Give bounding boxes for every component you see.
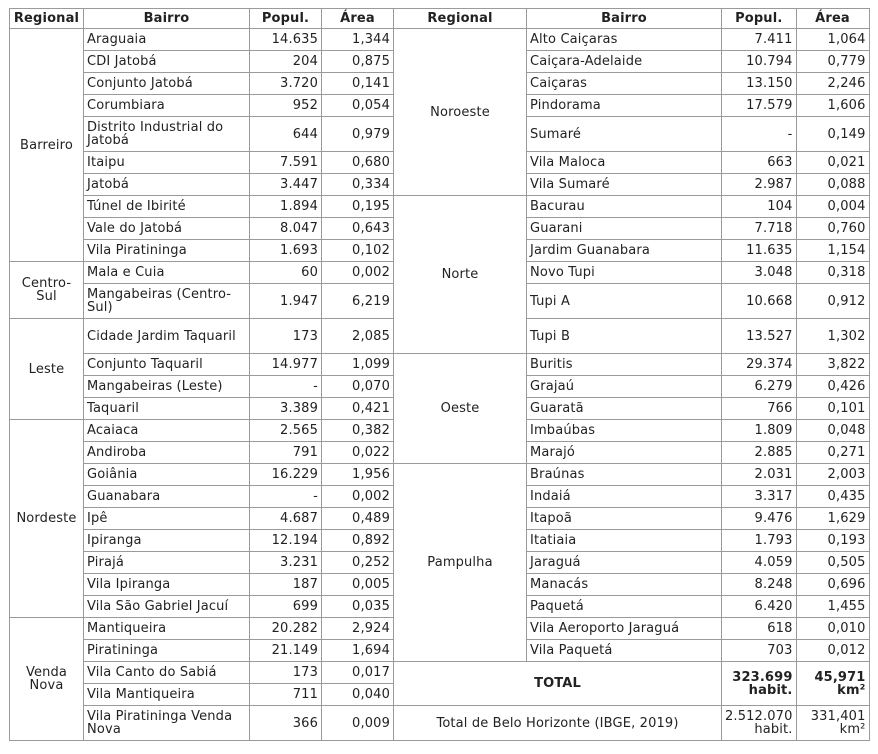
area-cell: 0,141 bbox=[322, 73, 394, 95]
area-cell: 1,629 bbox=[796, 508, 869, 530]
bairro-cell: Tupi B bbox=[527, 319, 722, 354]
bairro-cell: Braúnas bbox=[527, 464, 722, 486]
bairro-cell: Guanabara bbox=[84, 486, 250, 508]
area-cell: 0,643 bbox=[322, 218, 394, 240]
population-cell: 204 bbox=[250, 51, 322, 73]
area-cell: 0,505 bbox=[796, 552, 869, 574]
area-cell: 6,219 bbox=[322, 284, 394, 319]
total-area bbox=[796, 662, 869, 706]
area-cell: 0,779 bbox=[796, 51, 869, 73]
bairro-cell: Vila Paquetá bbox=[527, 640, 722, 662]
area-cell: 0,004 bbox=[796, 196, 869, 218]
bairro-cell: Vila Ipiranga bbox=[84, 574, 250, 596]
area-cell: 0,252 bbox=[322, 552, 394, 574]
area-cell: 1,099 bbox=[322, 354, 394, 376]
table-row bbox=[10, 662, 870, 684]
population-cell: 1.693 bbox=[250, 240, 322, 262]
bairro-cell: Paquetá bbox=[527, 596, 722, 618]
area-cell: 0,005 bbox=[322, 574, 394, 596]
population-cell: 187 bbox=[250, 574, 322, 596]
area-cell: 0,195 bbox=[322, 196, 394, 218]
area-cell: 0,680 bbox=[322, 152, 394, 174]
area-cell: 0,760 bbox=[796, 218, 869, 240]
bairro-cell: Itapoã bbox=[527, 508, 722, 530]
bairro-cell: Vila Mantiqueira bbox=[84, 684, 250, 706]
area-cell: 0,875 bbox=[322, 51, 394, 73]
population-cell: 791 bbox=[250, 442, 322, 464]
regional-cell: Oeste bbox=[394, 354, 527, 464]
header-bairro: Bairro bbox=[84, 9, 250, 29]
header-row bbox=[10, 9, 870, 29]
population-cell: 13.150 bbox=[722, 73, 797, 95]
regional-cell: Noroeste bbox=[394, 29, 527, 196]
bairro-cell: Túnel de Ibirité bbox=[84, 196, 250, 218]
bairro-cell: Acaiaca bbox=[84, 420, 250, 442]
area-cell: 0,070 bbox=[322, 376, 394, 398]
population-cell: 3.231 bbox=[250, 552, 322, 574]
area-cell: 0,009 bbox=[322, 706, 394, 741]
population-cell: 3.317 bbox=[722, 486, 797, 508]
area-cell: 2,924 bbox=[322, 618, 394, 640]
total-population-unit: habit. bbox=[748, 682, 793, 698]
population-cell: 16.229 bbox=[250, 464, 322, 486]
area-cell: 2,246 bbox=[796, 73, 869, 95]
population-cell: 6.279 bbox=[722, 376, 797, 398]
population-cell: 2.565 bbox=[250, 420, 322, 442]
header-popul: Popul. bbox=[722, 9, 797, 29]
population-cell: 173 bbox=[250, 319, 322, 354]
bairro-cell: Mangabeiras (Leste) bbox=[84, 376, 250, 398]
bairro-cell: Grajaú bbox=[527, 376, 722, 398]
population-cell: 6.420 bbox=[722, 596, 797, 618]
area-cell: 0,696 bbox=[796, 574, 869, 596]
population-cell: 2.987 bbox=[722, 174, 797, 196]
area-cell: 0,318 bbox=[796, 262, 869, 284]
area-cell: 0,017 bbox=[322, 662, 394, 684]
table-row bbox=[10, 354, 870, 376]
area-cell: 3,822 bbox=[796, 354, 869, 376]
population-cell: 952 bbox=[250, 95, 322, 117]
bairro-cell: Itatiaia bbox=[527, 530, 722, 552]
header-regional: Regional bbox=[10, 9, 84, 29]
bairro-cell: Sumaré bbox=[527, 117, 722, 152]
area-cell: 0,149 bbox=[796, 117, 869, 152]
total-area-value: 45,971 bbox=[814, 669, 866, 685]
population-cell: 3.389 bbox=[250, 398, 322, 420]
bh-total-label: Total de Belo Horizonte (IBGE, 2019) bbox=[394, 706, 722, 741]
population-cell: 60 bbox=[250, 262, 322, 284]
bairro-cell: Distrito Industrial do Jatobá bbox=[84, 117, 250, 152]
regional-cell: Norte bbox=[394, 196, 527, 354]
population-cell: 173 bbox=[250, 662, 322, 684]
header-popul: Popul. bbox=[250, 9, 322, 29]
total-population-value: 323.699 bbox=[732, 669, 793, 685]
bairro-cell: Vila Piratininga bbox=[84, 240, 250, 262]
bairro-cell: Guarani bbox=[527, 218, 722, 240]
population-cell: 13.527 bbox=[722, 319, 797, 354]
neighborhood-table bbox=[9, 8, 870, 741]
bh-total-population-unit: habit. bbox=[754, 722, 793, 737]
area-cell: 0,193 bbox=[796, 530, 869, 552]
bairro-cell: Taquaril bbox=[84, 398, 250, 420]
bairro-cell: Jardim Guanabara bbox=[527, 240, 722, 262]
bairro-cell: Vila São Gabriel Jacuí bbox=[84, 596, 250, 618]
population-cell: 3.720 bbox=[250, 73, 322, 95]
area-cell: 0,271 bbox=[796, 442, 869, 464]
population-cell: 8.047 bbox=[250, 218, 322, 240]
bairro-cell: Pirajá bbox=[84, 552, 250, 574]
population-cell: 1.809 bbox=[722, 420, 797, 442]
area-cell: 1,606 bbox=[796, 95, 869, 117]
area-cell: 1,956 bbox=[322, 464, 394, 486]
bairro-cell: Vila Piratininga Venda Nova bbox=[84, 706, 250, 741]
regional-cell: Barreiro bbox=[10, 29, 84, 262]
population-cell: 14.635 bbox=[250, 29, 322, 51]
bairro-cell: Conjunto Taquaril bbox=[84, 354, 250, 376]
area-cell: 0,421 bbox=[322, 398, 394, 420]
population-cell: 3.048 bbox=[722, 262, 797, 284]
population-cell: 104 bbox=[722, 196, 797, 218]
bh-total-area-unit: km² bbox=[839, 722, 866, 737]
area-cell: 0,979 bbox=[322, 117, 394, 152]
area-cell: 0,021 bbox=[796, 152, 869, 174]
population-cell: 20.282 bbox=[250, 618, 322, 640]
bairro-cell: Novo Tupi bbox=[527, 262, 722, 284]
regional-cell: Venda Nova bbox=[10, 618, 84, 741]
bairro-cell: Imbaúbas bbox=[527, 420, 722, 442]
bairro-cell: Mantiqueira bbox=[84, 618, 250, 640]
population-cell: 1.947 bbox=[250, 284, 322, 319]
population-cell: 703 bbox=[722, 640, 797, 662]
area-cell: 0,054 bbox=[322, 95, 394, 117]
population-cell: 7.411 bbox=[722, 29, 797, 51]
bairro-cell: Araguaia bbox=[84, 29, 250, 51]
population-cell: 366 bbox=[250, 706, 322, 741]
population-cell: 7.591 bbox=[250, 152, 322, 174]
population-cell: 766 bbox=[722, 398, 797, 420]
area-cell: 0,101 bbox=[796, 398, 869, 420]
bairro-cell: Pindorama bbox=[527, 95, 722, 117]
population-cell: 1.894 bbox=[250, 196, 322, 218]
table-row bbox=[10, 29, 870, 51]
population-cell: 21.149 bbox=[250, 640, 322, 662]
population-cell: 29.374 bbox=[722, 354, 797, 376]
bairro-cell: Cidade Jardim Taquaril bbox=[84, 319, 250, 354]
area-cell: 1,064 bbox=[796, 29, 869, 51]
bairro-cell: Piratininga bbox=[84, 640, 250, 662]
population-cell: 644 bbox=[250, 117, 322, 152]
area-cell: 0,040 bbox=[322, 684, 394, 706]
header-area: Área bbox=[796, 9, 869, 29]
area-cell: 1,455 bbox=[796, 596, 869, 618]
total-label: TOTAL bbox=[394, 662, 722, 706]
bairro-cell: Vila Sumaré bbox=[527, 174, 722, 196]
bh-total-area-value: 331,401 bbox=[810, 709, 866, 724]
bairro-cell: Indaiá bbox=[527, 486, 722, 508]
bh-total-population-value: 2.512.070 bbox=[725, 709, 793, 724]
area-cell: 0,035 bbox=[322, 596, 394, 618]
bairro-cell: Conjunto Jatobá bbox=[84, 73, 250, 95]
population-cell: 2.885 bbox=[722, 442, 797, 464]
total-population bbox=[722, 662, 797, 706]
bairro-cell: Jaraguá bbox=[527, 552, 722, 574]
regional-cell: Pampulha bbox=[394, 464, 527, 662]
bairro-cell: Vila Canto do Sabiá bbox=[84, 662, 250, 684]
population-cell: 1.793 bbox=[722, 530, 797, 552]
population-cell: 9.476 bbox=[722, 508, 797, 530]
regional-cell: Nordeste bbox=[10, 420, 84, 618]
population-cell: 7.718 bbox=[722, 218, 797, 240]
area-cell: 0,048 bbox=[796, 420, 869, 442]
bairro-cell: Manacás bbox=[527, 574, 722, 596]
bairro-cell: Mala e Cuia bbox=[84, 262, 250, 284]
header-regional: Regional bbox=[394, 9, 527, 29]
bairro-cell: Vale do Jatobá bbox=[84, 218, 250, 240]
area-cell: 0,102 bbox=[322, 240, 394, 262]
area-cell: 0,022 bbox=[322, 442, 394, 464]
population-cell: 663 bbox=[722, 152, 797, 174]
header-area: Área bbox=[322, 9, 394, 29]
bairro-cell: Ipê bbox=[84, 508, 250, 530]
bairro-cell: Goiânia bbox=[84, 464, 250, 486]
population-cell: 11.635 bbox=[722, 240, 797, 262]
population-cell: 711 bbox=[250, 684, 322, 706]
area-cell: 0,012 bbox=[796, 640, 869, 662]
bairro-cell: Jatobá bbox=[84, 174, 250, 196]
bairro-cell: Alto Caiçaras bbox=[527, 29, 722, 51]
population-cell: 618 bbox=[722, 618, 797, 640]
regional-cell: Leste bbox=[10, 319, 84, 420]
population-cell: 10.668 bbox=[722, 284, 797, 319]
bairro-cell: Bacurau bbox=[527, 196, 722, 218]
bairro-cell: Caiçaras bbox=[527, 73, 722, 95]
area-cell: 2,085 bbox=[322, 319, 394, 354]
area-cell: 1,694 bbox=[322, 640, 394, 662]
bairro-cell: Marajó bbox=[527, 442, 722, 464]
bairro-cell: Corumbiara bbox=[84, 95, 250, 117]
area-cell: 0,489 bbox=[322, 508, 394, 530]
table-row bbox=[10, 464, 870, 486]
population-cell: 3.447 bbox=[250, 174, 322, 196]
regional-cell: Centro-Sul bbox=[10, 262, 84, 319]
area-cell: 0,435 bbox=[796, 486, 869, 508]
area-cell: 0,002 bbox=[322, 262, 394, 284]
area-cell: 0,002 bbox=[322, 486, 394, 508]
population-cell: 4.059 bbox=[722, 552, 797, 574]
population-cell: 8.248 bbox=[722, 574, 797, 596]
area-cell: 1,302 bbox=[796, 319, 869, 354]
bairro-cell: Itaipu bbox=[84, 152, 250, 174]
area-cell: 0,088 bbox=[796, 174, 869, 196]
area-cell: 1,344 bbox=[322, 29, 394, 51]
bairro-cell: Vila Maloca bbox=[527, 152, 722, 174]
bh-total-population bbox=[722, 706, 797, 741]
bairro-cell: Ipiranga bbox=[84, 530, 250, 552]
bairro-cell: Vila Aeroporto Jaraguá bbox=[527, 618, 722, 640]
population-cell: 4.687 bbox=[250, 508, 322, 530]
area-cell: 0,334 bbox=[322, 174, 394, 196]
population-cell: 12.194 bbox=[250, 530, 322, 552]
bairro-cell: Andiroba bbox=[84, 442, 250, 464]
area-cell: 0,912 bbox=[796, 284, 869, 319]
bairro-cell: Guaratã bbox=[527, 398, 722, 420]
header-bairro: Bairro bbox=[527, 9, 722, 29]
area-cell: 0,382 bbox=[322, 420, 394, 442]
bairro-cell: Buritis bbox=[527, 354, 722, 376]
area-cell: 0,426 bbox=[796, 376, 869, 398]
population-cell: - bbox=[250, 486, 322, 508]
area-cell: 0,892 bbox=[322, 530, 394, 552]
total-area-unit: km² bbox=[837, 682, 866, 698]
population-cell: - bbox=[250, 376, 322, 398]
population-cell: 699 bbox=[250, 596, 322, 618]
area-cell: 2,003 bbox=[796, 464, 869, 486]
area-cell: 0,010 bbox=[796, 618, 869, 640]
bh-total-area bbox=[796, 706, 869, 741]
area-cell: 1,154 bbox=[796, 240, 869, 262]
population-cell: 10.794 bbox=[722, 51, 797, 73]
bairro-cell: Mangabeiras (Centro-Sul) bbox=[84, 284, 250, 319]
table-row bbox=[10, 196, 870, 218]
population-cell: 14.977 bbox=[250, 354, 322, 376]
population-cell: - bbox=[722, 117, 797, 152]
population-cell: 17.579 bbox=[722, 95, 797, 117]
table-row bbox=[10, 706, 870, 741]
bairro-cell: Tupi A bbox=[527, 284, 722, 319]
population-cell: 2.031 bbox=[722, 464, 797, 486]
bairro-cell: Caiçara-Adelaide bbox=[527, 51, 722, 73]
bairro-cell: CDI Jatobá bbox=[84, 51, 250, 73]
